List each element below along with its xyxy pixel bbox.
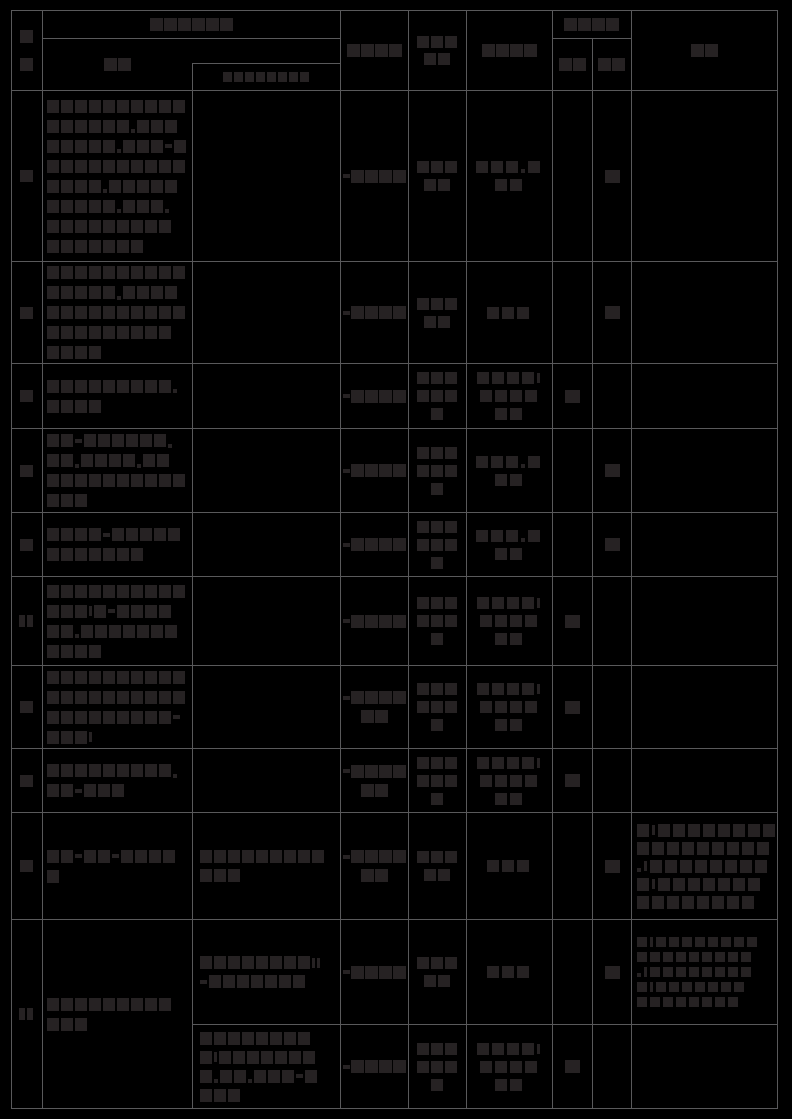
cell-r1-col5 [409, 91, 467, 262]
cell-r10b-mark8 [593, 1025, 632, 1109]
cell-r8-col5 [409, 749, 467, 813]
cell-r2-col6 [467, 262, 553, 364]
cell-r6-col5 [409, 577, 467, 666]
cell-r2-serial [12, 262, 43, 364]
cell-r7-mark7 [553, 666, 593, 749]
header-cell-problem [43, 39, 193, 90]
cell-r2-col5 [409, 262, 467, 364]
cell-r2-measures [193, 262, 341, 364]
cell-r1-problem [43, 91, 193, 262]
cell-r3-mark8 [593, 364, 632, 429]
document-table [11, 10, 778, 1109]
cell-r8-mark8 [593, 749, 632, 813]
cell-r1-serial [12, 91, 43, 262]
cell-r9-measures [193, 813, 341, 920]
cell-r5-mark7 [553, 513, 593, 577]
cell-r3-col5 [409, 364, 467, 429]
cell-r10a-col5 [409, 920, 467, 1025]
cell-r7-problem [43, 666, 193, 749]
cell-r10b-col4 [341, 1025, 409, 1109]
cell-r1-mark7 [553, 91, 593, 262]
cell-r5-problem [43, 513, 193, 577]
cell-r10-serial [12, 920, 43, 1109]
cell-r8-serial [12, 749, 43, 813]
cell-r3-remarks [632, 364, 778, 429]
cell-r1-remarks [632, 91, 778, 262]
cell-r7-mark8 [593, 666, 632, 749]
cell-r9-col4 [341, 813, 409, 920]
cell-r5-measures [193, 513, 341, 577]
cell-r4-problem [43, 429, 193, 513]
cell-r5-col4 [341, 513, 409, 577]
cell-r3-mark7 [553, 364, 593, 429]
cell-r4-mark7 [553, 429, 593, 513]
cell-r8-remarks [632, 749, 778, 813]
cell-r3-col6 [467, 364, 553, 429]
cell-r10a-col4 [341, 920, 409, 1025]
cell-r5-serial [12, 513, 43, 577]
cell-r7-col5 [409, 666, 467, 749]
cell-r6-remarks [632, 577, 778, 666]
cell-r10-problem [43, 920, 193, 1109]
cell-r4-mark8 [593, 429, 632, 513]
cell-r10a-remarks [632, 920, 778, 1025]
cell-r10a-col6 [467, 920, 553, 1025]
cell-r6-col4 [341, 577, 409, 666]
cell-r8-problem [43, 749, 193, 813]
cell-r2-col4 [341, 262, 409, 364]
cell-r5-remarks [632, 513, 778, 577]
cell-r8-col4 [341, 749, 409, 813]
cell-r8-mark7 [553, 749, 593, 813]
header-cell-col6 [467, 11, 553, 91]
cell-r2-problem [43, 262, 193, 364]
cell-r3-serial [12, 364, 43, 429]
cell-r1-measures [193, 91, 341, 262]
header-cell-col8 [593, 39, 631, 90]
cell-r2-mark7 [553, 262, 593, 364]
header-cell-col5 [409, 11, 467, 91]
header-cell-measures [192, 63, 340, 90]
header-group-right-title [553, 11, 631, 39]
cell-r6-measures [193, 577, 341, 666]
cell-r9-problem [43, 813, 193, 920]
cell-r3-problem [43, 364, 193, 429]
cell-r4-remarks [632, 429, 778, 513]
cell-r9-mark7 [553, 813, 593, 920]
cell-r4-col6 [467, 429, 553, 513]
cell-r5-mark8 [593, 513, 632, 577]
cell-r6-serial [12, 577, 43, 666]
cell-r10b-col5 [409, 1025, 467, 1109]
cell-r5-col5 [409, 513, 467, 577]
cell-r7-measures [193, 666, 341, 749]
header-cell-col7 [553, 39, 593, 90]
cell-r3-measures [193, 364, 341, 429]
cell-r3-col4 [341, 364, 409, 429]
cell-r9-serial [12, 813, 43, 920]
cell-r1-col4 [341, 91, 409, 262]
header-group-left [43, 11, 341, 91]
cell-r10a-mark7 [553, 920, 593, 1025]
cell-r1-col6 [467, 91, 553, 262]
cell-r7-serial [12, 666, 43, 749]
cell-r9-mark8 [593, 813, 632, 920]
cell-r10b-mark7 [553, 1025, 593, 1109]
header-cell-remarks [632, 11, 778, 91]
cell-r5-col6 [467, 513, 553, 577]
cell-r6-col6 [467, 577, 553, 666]
cell-r8-measures [193, 749, 341, 813]
cell-r10b-measures [193, 1025, 341, 1109]
cell-r9-col5 [409, 813, 467, 920]
cell-r8-col6 [467, 749, 553, 813]
cell-r4-measures [193, 429, 341, 513]
cell-r6-problem [43, 577, 193, 666]
cell-r10b-col6 [467, 1025, 553, 1109]
cell-r10a-measures [193, 920, 341, 1025]
cell-r7-col6 [467, 666, 553, 749]
cell-r4-col4 [341, 429, 409, 513]
cell-r7-remarks [632, 666, 778, 749]
cell-r10b-remarks [632, 1025, 778, 1109]
header-cell-col4 [341, 11, 409, 91]
cell-r9-col6 [467, 813, 553, 920]
cell-r4-serial [12, 429, 43, 513]
header-group-left-title [43, 11, 340, 39]
cell-r6-mark8 [593, 577, 632, 666]
cell-r1-mark8 [593, 91, 632, 262]
cell-r2-mark8 [593, 262, 632, 364]
cell-r10a-mark8 [593, 920, 632, 1025]
header-group-right [553, 11, 632, 91]
cell-r2-remarks [632, 262, 778, 364]
cell-r6-mark7 [553, 577, 593, 666]
cell-r9-remarks [632, 813, 778, 920]
header-cell-serial [12, 11, 43, 91]
cell-r7-col4 [341, 666, 409, 749]
cell-r4-col5 [409, 429, 467, 513]
